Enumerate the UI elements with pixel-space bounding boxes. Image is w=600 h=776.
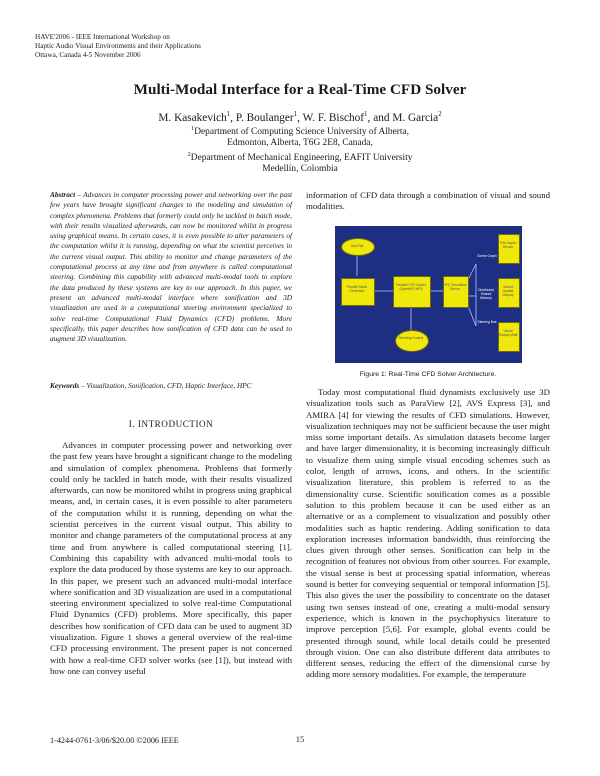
visual-wall-label: Visual Display Wall — [498, 329, 518, 337]
paper-title: Multi-Modal Interface for a Real-Time CFD Solver — [133, 81, 467, 98]
affiliation-line: $^2$Department of Mechanical Engineering, EAFIT University — [187, 151, 413, 164]
affiliation-line: Medellín, Colombia — [262, 164, 338, 175]
section-heading: I. INTRODUCTION — [128, 419, 214, 429]
abstract-text: – Advances in computer processing power and networking over the past few years have brought significant changes to the modeling and simulation of complex phenomena. Problems that formerly could only be tackled in batch mode, with their results visualized afterwards, can now be monitored whilst in progress using graphical means. In certain cases, it is even possible to alter parameters of the computation whilst it is running, depending on what the scientist perceives in the current visual output. This ability to monitor and change parameters of the computational process at any time and from anywhere is called computational steering. Combining this capability with advanced multi-modal tools to explore the data produced by these systems are key to our approach. In this paper, we present an advanced multi-modal interface where sonification and 3D visualization are used in a computational steering environment specialized to solve real-time Computational Fluid Dynamics (CFD) problems. More specifically, this paper describes how sonification of CFD data can be used to augment 3D visualization. — [50, 190, 292, 344]
author-name: M. Kasakevich — [158, 111, 227, 124]
affiliation-line: Edmonton, Alberta, T6G 2E8, Canada, — [227, 138, 373, 149]
body-paragraph-left: Advances in computer processing power and networking over the past few years have brought a significant change to the modeling and simulation of complex phenomena. Problems that formerly could only be tackled in batch mode, with their results visualized afterwards, can now be monitored whilst in progress using graphical means, and, in certain cases, it is even possible to alter parameters of the computation whilst it is running, depending on what the scientist perceives in the current visual output. This ability to monitor and change parameters of the computational process at any time and from anywhere is called computational steering [1]. Combining this capability with advanced multi-modal tools to explore the data produced by those systems are key to our approach. In this paper, we present such an advanced multi-modal interface where sonification and 3D visualization are used in a computational steering environment specialized to solve real-time Computational Fluid Dynamics (CFD) problems. More specifically, this paper describes how sonification of CFD data can be used to augment 3D visualization. Figure 1 shows a general overview of the real-time CFD processing environment. The present paper is not concerned with how a real-time CFD solver works (see [1]), but instead with how one can convey useful — [50, 440, 292, 676]
page-number: 15 — [295, 734, 305, 744]
sound-display-label: Sound Spatial Display — [502, 285, 514, 297]
author-name: , W. F. Bischof — [297, 111, 365, 124]
isbn-footer: 1-4244-0761-3/06/$20.00 ©2006 IEEE — [50, 736, 179, 745]
conference-line: HAVE'2006 - IEEE International Workshop on — [35, 33, 170, 41]
steering-control-label: Steering Control — [398, 336, 424, 340]
parallel-cfd-node — [393, 276, 431, 308]
author-name: , and M. Garcia — [367, 111, 439, 124]
hpc-server-node — [443, 276, 469, 308]
author-affiliation-mark: 1 — [226, 110, 231, 118]
keywords — [50, 381, 292, 391]
author-name: , P. Boulanger — [230, 111, 294, 124]
scene-graph-label: Scene Graph — [477, 254, 497, 258]
author-affiliation-mark: 1 — [293, 110, 298, 118]
abstract-label: Abstract — [50, 190, 76, 199]
affiliation-mark: 2 — [187, 151, 191, 159]
abstract — [50, 190, 292, 344]
figure-caption: Figure 1: Real-Time CFD Solver Architecture. — [359, 371, 497, 378]
visual-wall-node — [498, 322, 520, 352]
haptic-device-label: Tele-Haptic Device — [499, 241, 517, 249]
haptic-device-node — [498, 234, 520, 264]
steering-control-node — [395, 330, 429, 352]
author-affiliation-mark: 1 — [364, 110, 368, 118]
shared-memory-label: Distributed Shared Memory — [478, 288, 494, 300]
keywords-label: Keywords — [50, 381, 80, 390]
affiliation-line: $^1$Department of Computing Science University of Alberta, — [190, 125, 410, 138]
conference-header — [35, 33, 201, 60]
architecture-figure — [335, 226, 522, 363]
affiliations — [0, 123, 600, 175]
affiliation-mark: 1 — [190, 125, 195, 132]
parallel-mesh-label: Parallel Mesh Generator — [346, 285, 368, 293]
parallel-cfd-label: Parallel CFD Solver (OpenMP, MPI) — [396, 283, 426, 291]
connector-arrow — [468, 306, 476, 326]
author-affiliation-mark: 2 — [438, 110, 442, 118]
steering-bus-label: Steering Bus — [477, 320, 497, 324]
connector-arrow — [468, 264, 476, 280]
body-paragraph-right-intro: information of CFD data through a combination of visual and sound modalities. — [306, 190, 550, 212]
keywords-text: – Visualization, Sonification, CFD, Haptic Interface, HPC — [79, 381, 252, 390]
hpc-server-label: HPC Simulation Server — [443, 283, 467, 291]
conference-line: Ottawa, Canada 4-5 November 2006 — [35, 51, 141, 59]
grid-file-label: Grid File — [350, 244, 364, 248]
conference-line: Haptic Audio Visual Environments and their Applications — [35, 42, 201, 50]
body-paragraph-right: Today most computational fluid dynamists exclusively use 3D visualization tools such as ParaView [2], AVS Express [3], and AMIRA [4] for viewing the results of CFD simulations. However, visualization techniques may not be sufficient because the user might miss some important details. As simulation datasets become larger and have larger dimensionality, it is becoming increasingly difficult to visualize them using simple visual encoding schemes such as color, length of arrows, icons, and others. In the scientific visualization literature, this problem is referred to as the dimensionality curse. Scientific sonification comes as a possible solution to this problem because it can be used either as an alternative or as a complement to visualization and possibly other modalities such as haptic rendering. Adding sonification to data exploration increases information bandwidth, thus reinforcing the clues given through other senses. Sonification can help in the recognition of features not obvious from other sources. For example, the visual sense is best at processing spatial information, whereas sound is better for conveying sequential or temporal information [5]. This also gives the user the possibility to concentrate on the dataset using two senses instead of one, creating a multi-modal sensory experience, which is known in the psychophysics literature to improve perception [5,6]. For example, global events could be presented through sound, while local details could be presented through vision. One can also distribute different data attributes to different senses, reducing the effect of the dimensional curse by adding more sensory modalities. For example, the temperature — [306, 387, 550, 680]
